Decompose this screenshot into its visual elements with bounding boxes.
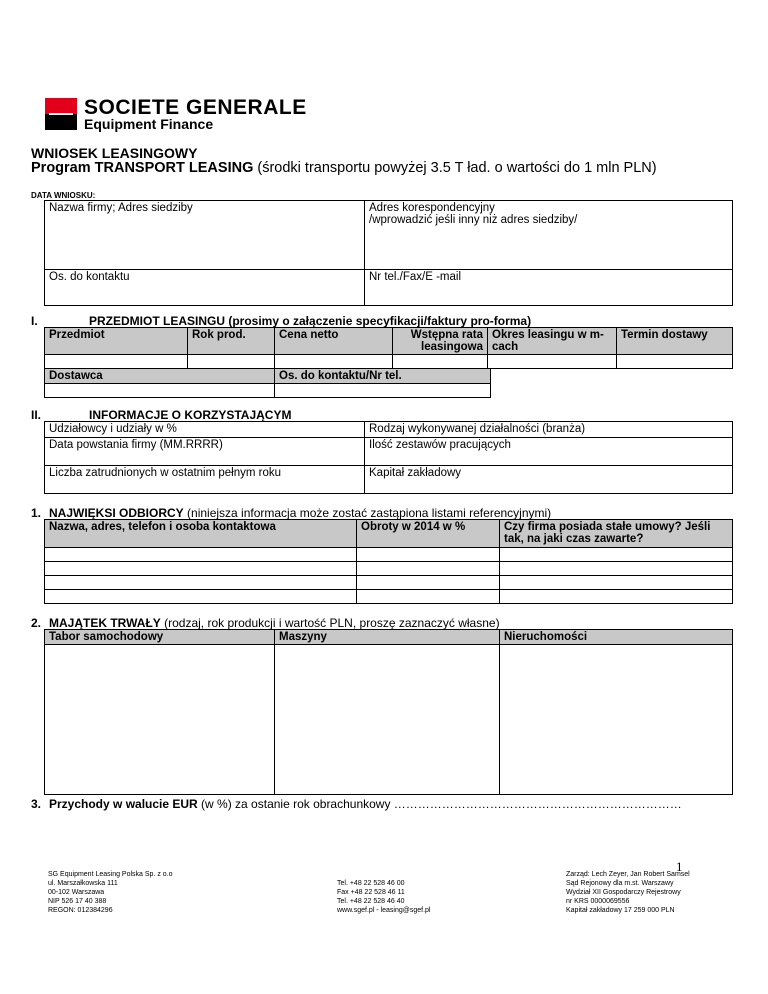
date-label: DATA WNIOSKU: [31,191,96,200]
section-2-title: II. INFORMACJE O KORZYSTAJĄCYM [31,408,292,422]
supplier-label: Dostawca [45,369,275,384]
page-number: 1 [676,859,683,874]
share-capital-field[interactable]: Kapitał zakładowy [365,466,733,494]
section-1-title: I. PRZEDMIOT LEASINGU (prosimy o załączenie specyfikacji/faktury pro-forma) [31,314,532,328]
employees-field[interactable]: Liczba zatrudnionych w ostatnim pełnym roku [45,466,365,494]
input-cell[interactable] [357,562,500,576]
footer-contact: Tel. +48 22 528 46 00 Fax +48 22 528 46 11 Tel. +48 22 528 46 40 www.sgef.pl - leasing@sgef.pl [337,880,431,914]
input-cell[interactable] [45,562,357,576]
input-cell[interactable] [45,384,275,398]
phone-fax-email-field[interactable]: Nr tel./Fax/E -mail [365,270,733,306]
col-cena-netto: Cena netto [275,328,393,355]
input-cell[interactable] [393,355,488,369]
input-cell[interactable] [188,355,275,369]
input-cell[interactable] [357,576,500,590]
section-customers-title: 1. NAJWIĘKSI ODBIORCY (niniejsza informacja może zostać zastąpiona listami referencyjnymi) [31,506,552,520]
founding-date-field[interactable]: Data powstania firmy (MM.RRRR) [45,438,365,466]
input-cell[interactable] [45,548,357,562]
business-type-field[interactable]: Rodzaj wykonywanej działalności (branża) [365,422,733,438]
supplier-table [44,368,491,398]
input-cell[interactable] [500,590,733,604]
col-przedmiot: Przedmiot [45,328,188,355]
input-cell[interactable] [500,548,733,562]
col-contracts: Czy firma posiada stałe umowy? Jeśli tak, na jaki czas zawarte? [500,520,733,548]
col-termin-dostawy: Termin dostawy [617,328,733,355]
correspondence-address-field[interactable]: Adres korespondencyjny /wprowadzić jeśli inny niż adres siedziby/ [365,201,733,270]
input-cell[interactable] [357,590,500,604]
col-wstepna-rata: Wstępna rata leasingowa [393,328,488,355]
col-machines: Maszyny [275,630,500,645]
societe-generale-logo-mark [45,98,77,130]
input-cell[interactable] [275,355,393,369]
real-estate-input[interactable] [500,645,733,795]
customers-table [44,519,733,604]
col-turnover: Obroty w 2014 w % [357,520,500,548]
company-table [44,200,733,306]
col-real-estate: Nieruchomości [500,630,733,645]
input-cell[interactable] [45,590,357,604]
machines-input[interactable] [275,645,500,795]
company-name-field[interactable]: Nazwa firmy; Adres siedziby [45,201,365,270]
footer-company: SG Equipment Leasing Polska Sp. z o.o ul. Marszałkowska 111 00-102 Warszawa NIP 526 17 40 388 REGON: 012384296 [48,871,173,914]
input-cell[interactable] [617,355,733,369]
input-cell[interactable] [488,355,617,369]
input-cell[interactable] [500,576,733,590]
leasing-object-table [44,327,733,369]
col-okres-leasingu: Okres leasingu w m-cach [488,328,617,355]
section-revenue-title: 3. Przychody w walucie EUR (w %) za ostanie rok obrachunkowy ……………………………………………………………… [31,797,682,811]
supplier-contact-label: Os. do kontaktu/Nr tel. [275,369,491,384]
footer-registry: Zarząd: Lech Zeyer, Jan Robert Samsel Sąd Rejonowy dla m.st. Warszawy Wydział XII Gospodarczy Rejestrowy nr KRS 0000069556 Kapitał zakładowy 17 259 000 PLN [566,871,690,914]
contact-person-field[interactable]: Os. do kontaktu [45,270,365,306]
input-cell[interactable] [45,355,188,369]
document-title: WNIOSEK LEASINGOWY [31,145,198,161]
col-vehicles: Tabor samochodowy [45,630,275,645]
input-cell[interactable] [45,576,357,590]
fixed-assets-table [44,629,733,795]
program-subtitle: Program TRANSPORT LEASING (środki transportu powyżej 3.5 T ład. o wartości do 1 mln PLN) [31,160,657,176]
brand-division: Equipment Finance [84,116,214,132]
input-cell[interactable] [357,548,500,562]
working-sets-field[interactable]: Ilość zestawów pracujących [365,438,733,466]
col-rok-prod: Rok prod. [188,328,275,355]
input-cell[interactable] [275,384,491,398]
borrower-info-table [44,421,733,494]
section-assets-title: 2. MAJĄTEK TRWAŁY (rodzaj, rok produkcji i wartość PLN, proszę zaznaczyć własne) [31,616,500,630]
shareholders-field[interactable]: Udziałowcy i udziały w % [45,422,365,438]
vehicles-input[interactable] [45,645,275,795]
input-cell[interactable] [500,562,733,576]
brand-name: SOCIETE GENERALE [84,96,307,119]
col-customer-name: Nazwa, adres, telefon i osoba kontaktowa [45,520,357,548]
